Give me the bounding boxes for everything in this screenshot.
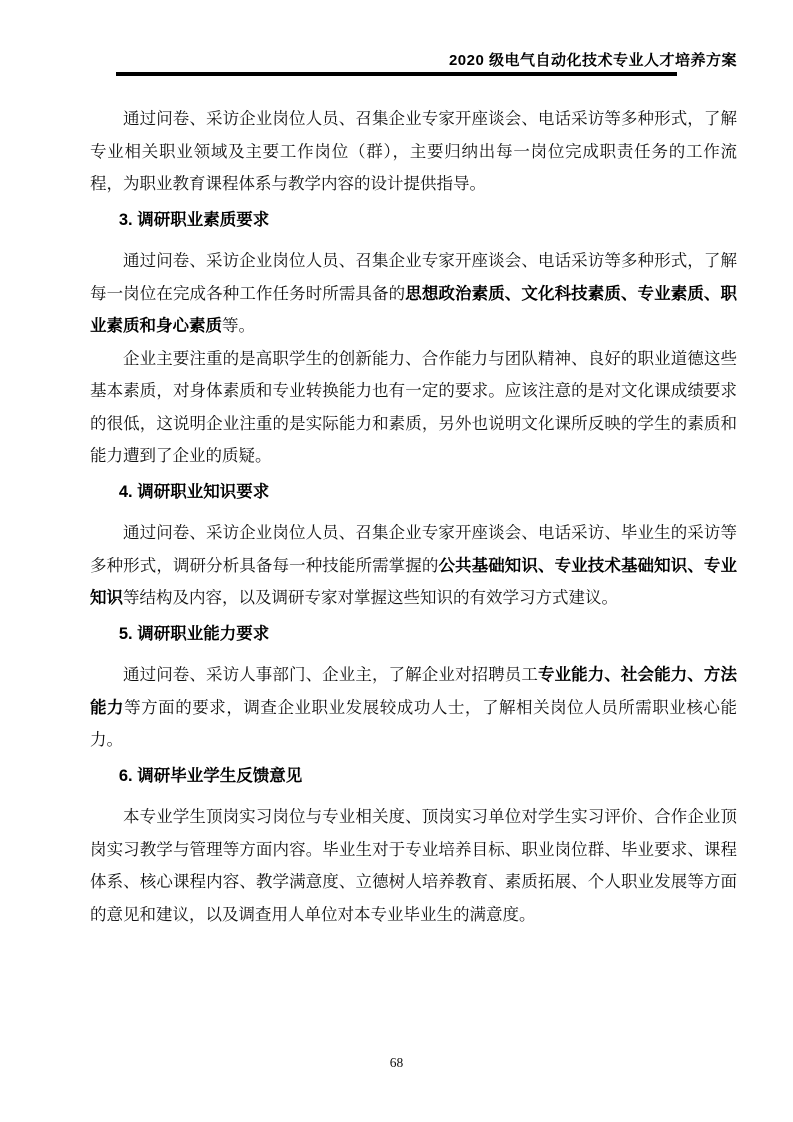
- body-paragraph: [90, 659, 737, 757]
- text-run: 通过问卷、采访企业岗位人员、召集企业专家开座谈会、电话采访等多种形式，了解每一岗位在完成各种工作任务时所需具备的: [90, 251, 737, 303]
- text-run: 本专业学生顶岗实习岗位与专业相关度、顶岗实习单位对学生实习评价、合作企业顶岗实习教学与管理等方面内容。毕业生对于专业培养目标、职业岗位群、毕业要求、课程体系、核心课程内容、教学满意度、立德树人培养教育、素质拓展、个人职业发展等方面的意见和建议，以及调查用人单位对本专业毕业生的满意度。: [90, 807, 737, 924]
- text-run: 企业主要注重的是高职学生的创新能力、合作能力与团队精神、良好的职业道德这些基本素质，对身体素质和专业转换能力也有一定的要求。应该注意的是对文化课成绩要求的很低，这说明企业注重的是实际能力和素质，另外也说明文化课所反映的学生的素质和能力遭到了企业的质疑。: [90, 348, 737, 465]
- text-run: 4. 调研职业知识要求: [118, 482, 270, 501]
- bold-emphasis-text: 专业能力、社会能力、方法能力: [90, 666, 738, 717]
- text-run: 等结构及内容，以及调研专家对掌握这些知识的有效学习方式建议。: [123, 588, 618, 607]
- text-run: 通过问卷、采访人事部门、企业主，了解企业对招聘员工: [123, 665, 538, 684]
- body-paragraph: [90, 517, 737, 615]
- text-run: 6. 调研毕业学生反馈意见: [118, 766, 303, 785]
- body-paragraph: [90, 245, 737, 343]
- text-run: 等。: [222, 316, 255, 335]
- body-paragraph: [90, 343, 737, 473]
- section-heading: [90, 760, 737, 793]
- header-title: 2020 级电气自动化技术专业人才培养方案: [448, 52, 737, 69]
- text-run: 通过问卷、采访企业岗位人员、召集企业专家开座谈会、电话采访、毕业生的采访等多种形式，调研分析具备每一种技能所需掌握的: [90, 523, 737, 575]
- section-heading: [90, 204, 737, 237]
- bold-emphasis-text: 公共基础知识、专业技术基础知识、专业知识: [90, 556, 738, 607]
- body-paragraph: [90, 801, 737, 931]
- section-heading: [90, 618, 737, 651]
- section-heading: [90, 476, 737, 509]
- body-paragraph: [90, 103, 737, 201]
- text-run: 等方面的要求，调查企业职业发展较成功人士，了解相关岗位人员所需职业核心能力。: [90, 697, 738, 749]
- text-run: 3. 调研职业素质要求: [118, 210, 270, 229]
- header-divider-rule: [116, 72, 677, 76]
- document-body: [90, 103, 737, 931]
- page-number: 68: [389, 1055, 404, 1070]
- bold-emphasis-text: 思想政治素质、文化科技素质、专业素质、职业素质和身心素质: [90, 284, 738, 335]
- text-run: 通过问卷、采访企业岗位人员、召集企业专家开座谈会、电话采访等多种形式，了解专业相关职业领域及主要工作岗位（群），主要归纳出每一岗位完成职责任务的工作流程，为职业教育课程体系与教学内容的设计提供指导。: [90, 109, 737, 193]
- text-run: 5. 调研职业能力要求: [118, 624, 270, 643]
